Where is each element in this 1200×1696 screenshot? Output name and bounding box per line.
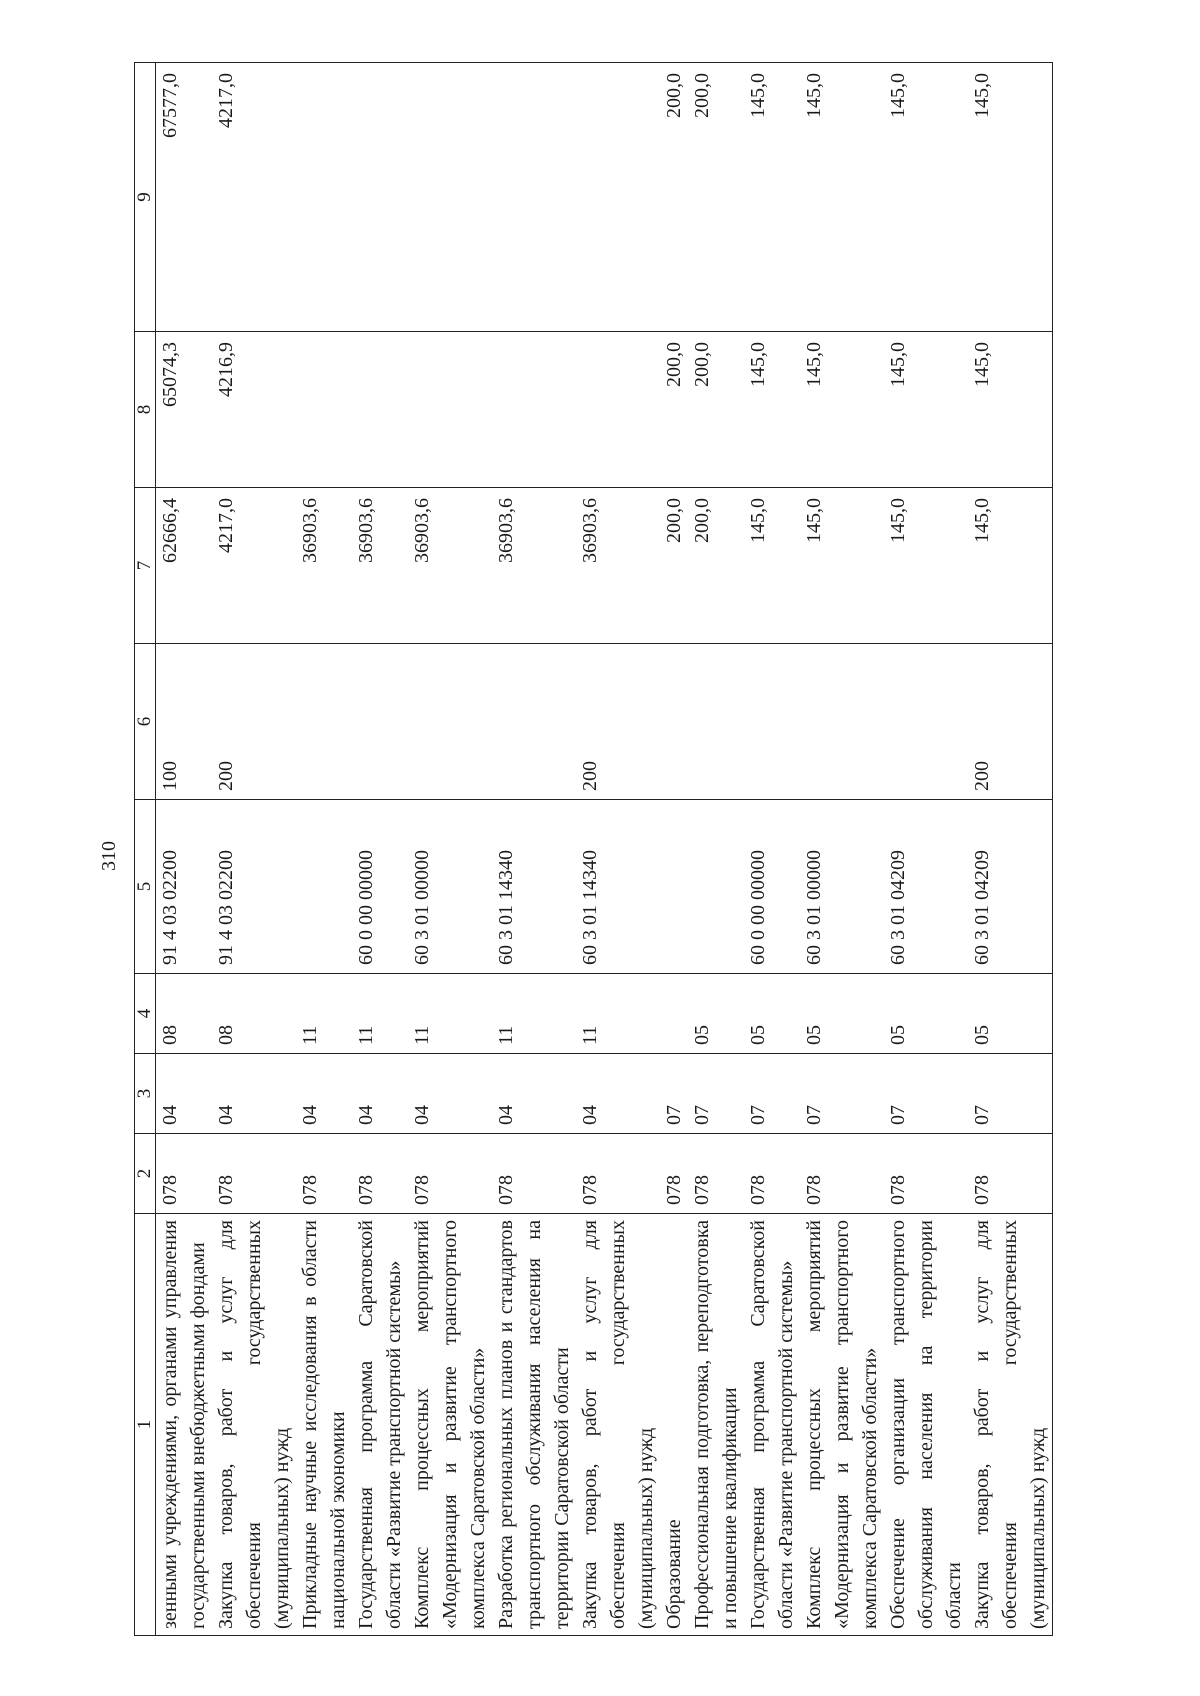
- table-row: [968, 63, 1053, 1636]
- column-number-row: [135, 63, 156, 1636]
- subsection-code: 08: [156, 974, 213, 1054]
- subsection-code: 11: [492, 974, 576, 1054]
- section-code: 07: [744, 1054, 800, 1134]
- amount-year-1: 145,0: [968, 488, 1053, 644]
- target-article-code: 91 4 03 02200: [156, 800, 213, 974]
- section-code: 04: [156, 1054, 213, 1134]
- subsection-code: 05: [968, 974, 1053, 1054]
- table-row: [884, 63, 968, 1636]
- section-code: 07: [884, 1054, 968, 1134]
- table-row: [212, 63, 296, 1636]
- expense-type-code: [408, 644, 492, 800]
- expense-type-code: [352, 644, 408, 800]
- expense-type-code: [744, 644, 800, 800]
- target-article-code: 60 3 01 04209: [884, 800, 968, 974]
- target-article-code: 91 4 03 02200: [212, 800, 296, 974]
- target-article-code: [296, 800, 352, 974]
- table-row: [156, 63, 213, 1636]
- subsection-code: 05: [744, 974, 800, 1054]
- section-code: 04: [492, 1054, 576, 1134]
- expense-type-code: 200: [968, 644, 1053, 800]
- subsection-code: 05: [688, 974, 744, 1054]
- department-code: 078: [800, 1134, 884, 1214]
- expense-type-code: [884, 644, 968, 800]
- section-code: 04: [576, 1054, 660, 1134]
- budget-table: [134, 62, 1053, 1636]
- amount-year-3: [352, 63, 408, 332]
- department-code: 078: [352, 1134, 408, 1214]
- expense-type-code: 200: [212, 644, 296, 800]
- amount-year-2: 145,0: [800, 332, 884, 488]
- department-code: 078: [744, 1134, 800, 1214]
- table-row: [744, 63, 800, 1636]
- amount-year-3: 200,0: [688, 63, 744, 332]
- row-description: Закупка товаров, работ и услуг для обеспечения государственных (муниципальных) нужд: [968, 1214, 1053, 1636]
- table-row: [408, 63, 492, 1636]
- department-code: 078: [408, 1134, 492, 1214]
- amount-year-3: [576, 63, 660, 332]
- department-code: 078: [156, 1134, 213, 1214]
- subsection-code: 05: [800, 974, 884, 1054]
- subsection-code: 11: [576, 974, 660, 1054]
- table-row: [352, 63, 408, 1636]
- row-description: Образование: [660, 1214, 688, 1636]
- target-article-code: 60 0 00 00000: [352, 800, 408, 974]
- target-article-code: 60 3 01 00000: [408, 800, 492, 974]
- row-description: Профессиональная подготовка, переподготовка и повышение квалификации: [688, 1214, 744, 1636]
- amount-year-3: [492, 63, 576, 332]
- amount-year-1: 36903,6: [576, 488, 660, 644]
- amount-year-3: 145,0: [968, 63, 1053, 332]
- column-header: 5: [135, 800, 156, 974]
- row-description: Комплекс процессных мероприятий «Модернизация и развитие транспортного комплекса Саратовской области»: [408, 1214, 492, 1636]
- amount-year-2: [408, 332, 492, 488]
- amount-year-1: 145,0: [800, 488, 884, 644]
- amount-year-1: 4217,0: [212, 488, 296, 644]
- row-description: Обеспечение организации транспортного обслуживания населения на территории области: [884, 1214, 968, 1636]
- rotated-page-content: [134, 63, 1134, 1636]
- amount-year-2: [492, 332, 576, 488]
- column-header: 9: [135, 63, 156, 332]
- target-article-code: [688, 800, 744, 974]
- amount-year-2: [576, 332, 660, 488]
- section-code: 04: [296, 1054, 352, 1134]
- amount-year-2: [296, 332, 352, 488]
- section-code: 04: [352, 1054, 408, 1134]
- target-article-code: 60 3 01 14340: [576, 800, 660, 974]
- amount-year-3: 67577,0: [156, 63, 213, 332]
- subsection-code: 11: [352, 974, 408, 1054]
- section-code: 07: [800, 1054, 884, 1134]
- amount-year-1: 200,0: [688, 488, 744, 644]
- department-code: 078: [884, 1134, 968, 1214]
- department-code: 078: [660, 1134, 688, 1214]
- department-code: 078: [576, 1134, 660, 1214]
- amount-year-1: 62666,4: [156, 488, 213, 644]
- row-description: зенными учреждениями, органами управления государственными внебюджетными фондами: [156, 1214, 213, 1636]
- section-code: 07: [660, 1054, 688, 1134]
- target-article-code: 60 3 01 04209: [968, 800, 1053, 974]
- amount-year-1: 36903,6: [296, 488, 352, 644]
- amount-year-3: [408, 63, 492, 332]
- amount-year-2: 145,0: [744, 332, 800, 488]
- row-description: Прикладные научные исследования в области национальной экономики: [296, 1214, 352, 1636]
- department-code: 078: [492, 1134, 576, 1214]
- column-header: 8: [135, 332, 156, 488]
- row-description: Комплекс процессных мероприятий «Модернизация и развитие транспортного комплекса Саратовской области»: [800, 1214, 884, 1636]
- expense-type-code: [688, 644, 744, 800]
- table-row: [688, 63, 744, 1636]
- row-description: Закупка товаров, работ и услуг для обеспечения государственных (муниципальных) нужд: [212, 1214, 296, 1636]
- table-row: [800, 63, 884, 1636]
- expense-type-code: 100: [156, 644, 213, 800]
- amount-year-1: 145,0: [744, 488, 800, 644]
- expense-type-code: [660, 644, 688, 800]
- row-description: Закупка товаров, работ и услуг для обеспечения государственных (муниципальных) нужд: [576, 1214, 660, 1636]
- amount-year-3: 4217,0: [212, 63, 296, 332]
- amount-year-3: 145,0: [884, 63, 968, 332]
- amount-year-1: 36903,6: [408, 488, 492, 644]
- section-code: 04: [212, 1054, 296, 1134]
- amount-year-2: 65074,3: [156, 332, 213, 488]
- amount-year-2: 200,0: [688, 332, 744, 488]
- expense-type-code: [296, 644, 352, 800]
- amount-year-3: 145,0: [744, 63, 800, 332]
- expense-type-code: [492, 644, 576, 800]
- amount-year-2: 145,0: [884, 332, 968, 488]
- department-code: 078: [212, 1134, 296, 1214]
- column-header: 7: [135, 488, 156, 644]
- section-code: 07: [688, 1054, 744, 1134]
- table-row: [296, 63, 352, 1636]
- amount-year-2: 145,0: [968, 332, 1053, 488]
- subsection-code: 05: [884, 974, 968, 1054]
- department-code: 078: [296, 1134, 352, 1214]
- target-article-code: [660, 800, 688, 974]
- amount-year-3: 145,0: [800, 63, 884, 332]
- table-row: [576, 63, 660, 1636]
- subsection-code: 08: [212, 974, 296, 1054]
- amount-year-2: 4216,9: [212, 332, 296, 488]
- row-description: Государственная программа Саратовской области «Развитие транспортной системы»: [352, 1214, 408, 1636]
- row-description: Разработка региональных планов и стандартов транспортного обслуживания населения на территории Саратовской области: [492, 1214, 576, 1636]
- target-article-code: 60 3 01 14340: [492, 800, 576, 974]
- row-description: Государственная программа Саратовской области «Развитие транспортной системы»: [744, 1214, 800, 1636]
- amount-year-1: 36903,6: [492, 488, 576, 644]
- amount-year-3: 200,0: [660, 63, 688, 332]
- subsection-code: [660, 974, 688, 1054]
- amount-year-1: 200,0: [660, 488, 688, 644]
- column-header: 6: [135, 644, 156, 800]
- amount-year-2: 200,0: [660, 332, 688, 488]
- table-row: [660, 63, 688, 1636]
- column-header: 3: [135, 1054, 156, 1134]
- subsection-code: 11: [408, 974, 492, 1054]
- department-code: 078: [968, 1134, 1053, 1214]
- expense-type-code: [800, 644, 884, 800]
- target-article-code: 60 3 01 00000: [800, 800, 884, 974]
- page-number: 310: [98, 841, 120, 871]
- expense-type-code: 200: [576, 644, 660, 800]
- amount-year-2: [352, 332, 408, 488]
- table-row: [492, 63, 576, 1636]
- amount-year-1: 145,0: [884, 488, 968, 644]
- amount-year-3: [296, 63, 352, 332]
- section-code: 07: [968, 1054, 1053, 1134]
- column-header: 2: [135, 1134, 156, 1214]
- amount-year-1: 36903,6: [352, 488, 408, 644]
- column-header: 4: [135, 974, 156, 1054]
- section-code: 04: [408, 1054, 492, 1134]
- column-header: 1: [135, 1214, 156, 1636]
- subsection-code: 11: [296, 974, 352, 1054]
- department-code: 078: [688, 1134, 744, 1214]
- target-article-code: 60 0 00 00000: [744, 800, 800, 974]
